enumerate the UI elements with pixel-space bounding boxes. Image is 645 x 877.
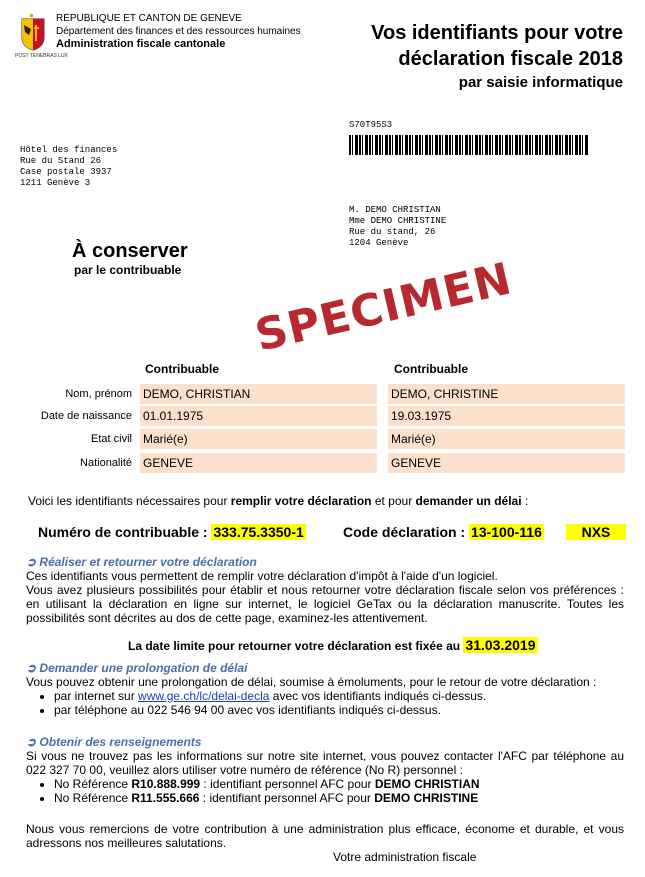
r2-pre: No Référence <box>54 791 132 805</box>
code-row <box>343 524 544 540</box>
recipient-line: Mme DEMO CHRISTINE <box>349 216 447 226</box>
person2-name: DEMO, CHRISTINE <box>388 384 625 404</box>
list-item <box>54 689 624 703</box>
section3-body <box>26 749 624 805</box>
b1-post: avec vos identifiants indiqués ci-dessus. <box>269 689 487 703</box>
sender-line: Rue du Stand 26 <box>20 156 102 166</box>
person1-nationality: GENEVE <box>140 453 377 473</box>
section2-body <box>26 675 624 717</box>
deadline-label: La date limite pour retourner votre déclaration est fixée au <box>128 639 461 653</box>
list-item <box>54 791 624 805</box>
delai-link[interactable]: www.ge.ch/lc/delai-decla <box>138 689 270 703</box>
arrow-icon: ➲ <box>26 661 37 675</box>
document-title <box>371 20 623 94</box>
intro-e: : <box>521 494 529 508</box>
deadline-value: 31.03.2019 <box>465 637 536 653</box>
r2-name: DEMO CHRISTINE <box>374 791 479 805</box>
label-birthdate: Date de naissance <box>40 410 132 422</box>
arrow-icon: ➲ <box>26 735 37 749</box>
section1-title-text: Réaliser et retourner votre déclaration <box>39 555 257 569</box>
sender-line: Hôtel des finances <box>20 145 118 155</box>
section2-title-text: Demander une prolongation de délai <box>39 661 248 675</box>
section1-title <box>26 555 257 569</box>
r1-mid: : identifiant personnel AFC pour <box>200 777 375 791</box>
keep-notice <box>72 240 188 277</box>
sender-line: 1211 Genève 3 <box>20 178 91 188</box>
title-line-1: Vos identifiants pour votre <box>371 22 623 44</box>
title-line-2: déclaration fiscale 2018 <box>398 48 623 70</box>
recipient-line: 1204 Genève <box>349 238 409 248</box>
identifiers-row <box>38 524 306 540</box>
intro-text <box>28 494 628 508</box>
intro-a: Voici les identifiants nécessaires pour <box>28 494 231 508</box>
section1-p1: Ces identifiants vous permettent de remplir votre déclaration d'impôt à l'aide d'un logiciel. <box>26 569 498 583</box>
r2-num: R11.555.666 <box>131 791 200 805</box>
col-header-1: Contribuable <box>145 362 219 376</box>
recipient-line: Rue du stand, 26 <box>349 227 436 237</box>
closing-paragraph: Nous vous remercions de votre contribution à une administration plus efficace, économe et durable, et vous adressons nos meilleures salutations. <box>26 822 624 850</box>
section1-body <box>26 569 624 625</box>
recipient-line: M. DEMO CHRISTIAN <box>349 205 441 215</box>
sender-address <box>20 145 117 189</box>
motto-text: POST TENEBRAS LUX <box>15 53 68 59</box>
section2-p1: Vous pouvez obtenir une prolongation de délai, soumise à émoluments, pour le retour de votre déclaration : <box>26 675 597 689</box>
org-line-1: REPUBLIQUE ET CANTON DE GENEVE <box>56 13 242 24</box>
taxpayer-number-value: 333.75.3350-1 <box>213 524 304 540</box>
arrow-icon: ➲ <box>26 555 37 569</box>
label-nationality: Nationalité <box>80 457 132 469</box>
b1-pre: par internet sur <box>54 689 139 703</box>
person1-birthdate: 01.01.1975 <box>140 406 377 426</box>
org-line-2: Département des finances et des ressources humaines <box>56 26 301 37</box>
title-line-3: par saisie informatique <box>458 74 623 91</box>
specimen-stamp: SPECIMEN <box>250 253 517 362</box>
person1-civil-status: Marié(e) <box>140 429 377 449</box>
section2-title <box>26 661 247 675</box>
list-item <box>54 777 624 791</box>
geneva-coat-of-arms-logo <box>18 13 48 53</box>
keep-title: À conserver <box>72 240 188 262</box>
section3-p1: Si vous ne trouvez pas les informations sur notre site internet, vous pouvez contacter l'AFC par téléphone au 022 327 70 00, veuillez alors utiliser votre numéro de référence (No R) personnel : <box>26 749 624 777</box>
section1-p2: Vous avez plusieurs possibilités pour établir et nous retourner votre déclaration fiscale selon vos préférences : en utilisant la déclaration en ligne sur internet, le logiciel GeTax ou la déclaration manuscrite. Toutes les possibilités sont décrites au dos de cette page, examinez-les attentivement. <box>26 583 624 625</box>
intro-d: demander un délai <box>415 494 522 508</box>
col-header-2: Contribuable <box>394 362 468 376</box>
code-value: 13-100-116 <box>471 524 542 540</box>
sender-line: Case postale 3937 <box>20 167 112 177</box>
closing-signature: Votre administration fiscale <box>333 850 477 864</box>
barcode <box>349 135 589 155</box>
recipient-address <box>349 205 446 249</box>
intro-c: et pour <box>371 494 416 508</box>
section3-list <box>26 777 624 805</box>
label-civil-status: Etat civil <box>91 433 132 445</box>
taxpayer-number-label: Numéro de contribuable : <box>38 524 208 540</box>
r1-name: DEMO CHRISTIAN <box>374 777 480 791</box>
intro-b: remplir votre déclaration <box>230 494 372 508</box>
section3-title <box>26 735 201 749</box>
org-line-3: Administration fiscale cantonale <box>56 38 226 50</box>
section3-title-text: Obtenir des renseignements <box>39 735 202 749</box>
person2-birthdate: 19.03.1975 <box>388 406 625 426</box>
list-item: • par téléphone au 022 546 94 00 avec vos identifiants indiqués ci-dessus. <box>54 703 624 717</box>
deadline-row <box>128 637 538 653</box>
person1-name: DEMO, CHRISTIAN <box>140 384 377 404</box>
barcode-code: S70T95S3 <box>349 120 393 130</box>
label-name: Nom, prénom <box>65 388 132 400</box>
r1-num: R10.888.999 <box>131 777 201 791</box>
org-name <box>56 12 301 51</box>
r2-mid: : identifiant personnel AFC pour <box>199 791 375 805</box>
person2-nationality: GENEVE <box>388 453 625 473</box>
person2-civil-status: Marié(e) <box>388 429 625 449</box>
section2-list <box>26 689 624 717</box>
code-extra: NXS <box>566 524 626 540</box>
keep-subtitle: par le contribuable <box>74 263 182 277</box>
code-label: Code déclaration : <box>343 524 466 540</box>
r1-pre: No Référence <box>54 777 132 791</box>
